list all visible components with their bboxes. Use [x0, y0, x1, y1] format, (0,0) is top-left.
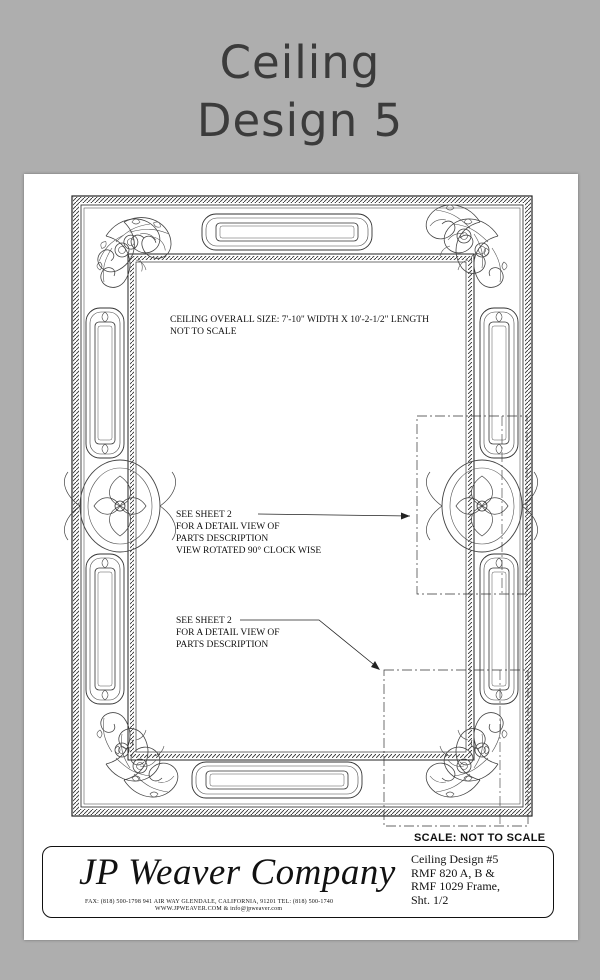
overall-size-note	[170, 314, 429, 338]
overall-size-text: CEILING OVERALL SIZE: 7'-10" WIDTH X 10'-2-1/2" LENGTH	[170, 315, 429, 325]
title-block	[42, 846, 554, 918]
callout-1-line: SEE SHEET 2	[176, 510, 232, 520]
drawing-sheet	[24, 174, 578, 940]
contact-line: WWW.JPWEAVER.COM & info@jpweaver.com	[155, 906, 283, 912]
page-title-line1: Ceiling	[219, 36, 381, 89]
company-logo: JP Weaver Company	[79, 852, 396, 893]
scale-note: SCALE: NOT TO SCALE	[414, 832, 546, 844]
ceiling-plan-drawing	[24, 174, 578, 940]
callout-1-line: VIEW ROTATED 90° CLOCK WISE	[176, 546, 322, 556]
page-title-line2: Design 5	[196, 94, 404, 147]
contact-line: FAX: (818) 500-1798 941 AIR WAY GLENDALE, CALIFORNIA, 91201 TEL: (818) 500-1740	[85, 899, 334, 905]
page-title	[0, 34, 600, 150]
drawing-info-line: Sht. 1/2	[411, 892, 449, 907]
drawing-info-line: Ceiling Design #5	[411, 852, 499, 866]
callout-2-line: SEE SHEET 2	[176, 616, 232, 626]
callout-2-line: FOR A DETAIL VIEW OF	[176, 628, 280, 638]
callout-1-line: PARTS DESCRIPTION	[176, 534, 269, 544]
drawing-info	[411, 853, 500, 907]
detail-callout-1	[176, 509, 321, 557]
drawing-info-line: RMF 820 A, B &	[411, 865, 495, 880]
callout-1-line: FOR A DETAIL VIEW OF	[176, 522, 280, 532]
drawing-info-line: RMF 1029 Frame,	[411, 879, 501, 893]
callout-2-line: PARTS DESCRIPTION	[176, 640, 269, 650]
not-to-scale-text: NOT TO SCALE	[170, 327, 237, 337]
detail-callout-2	[176, 615, 280, 651]
